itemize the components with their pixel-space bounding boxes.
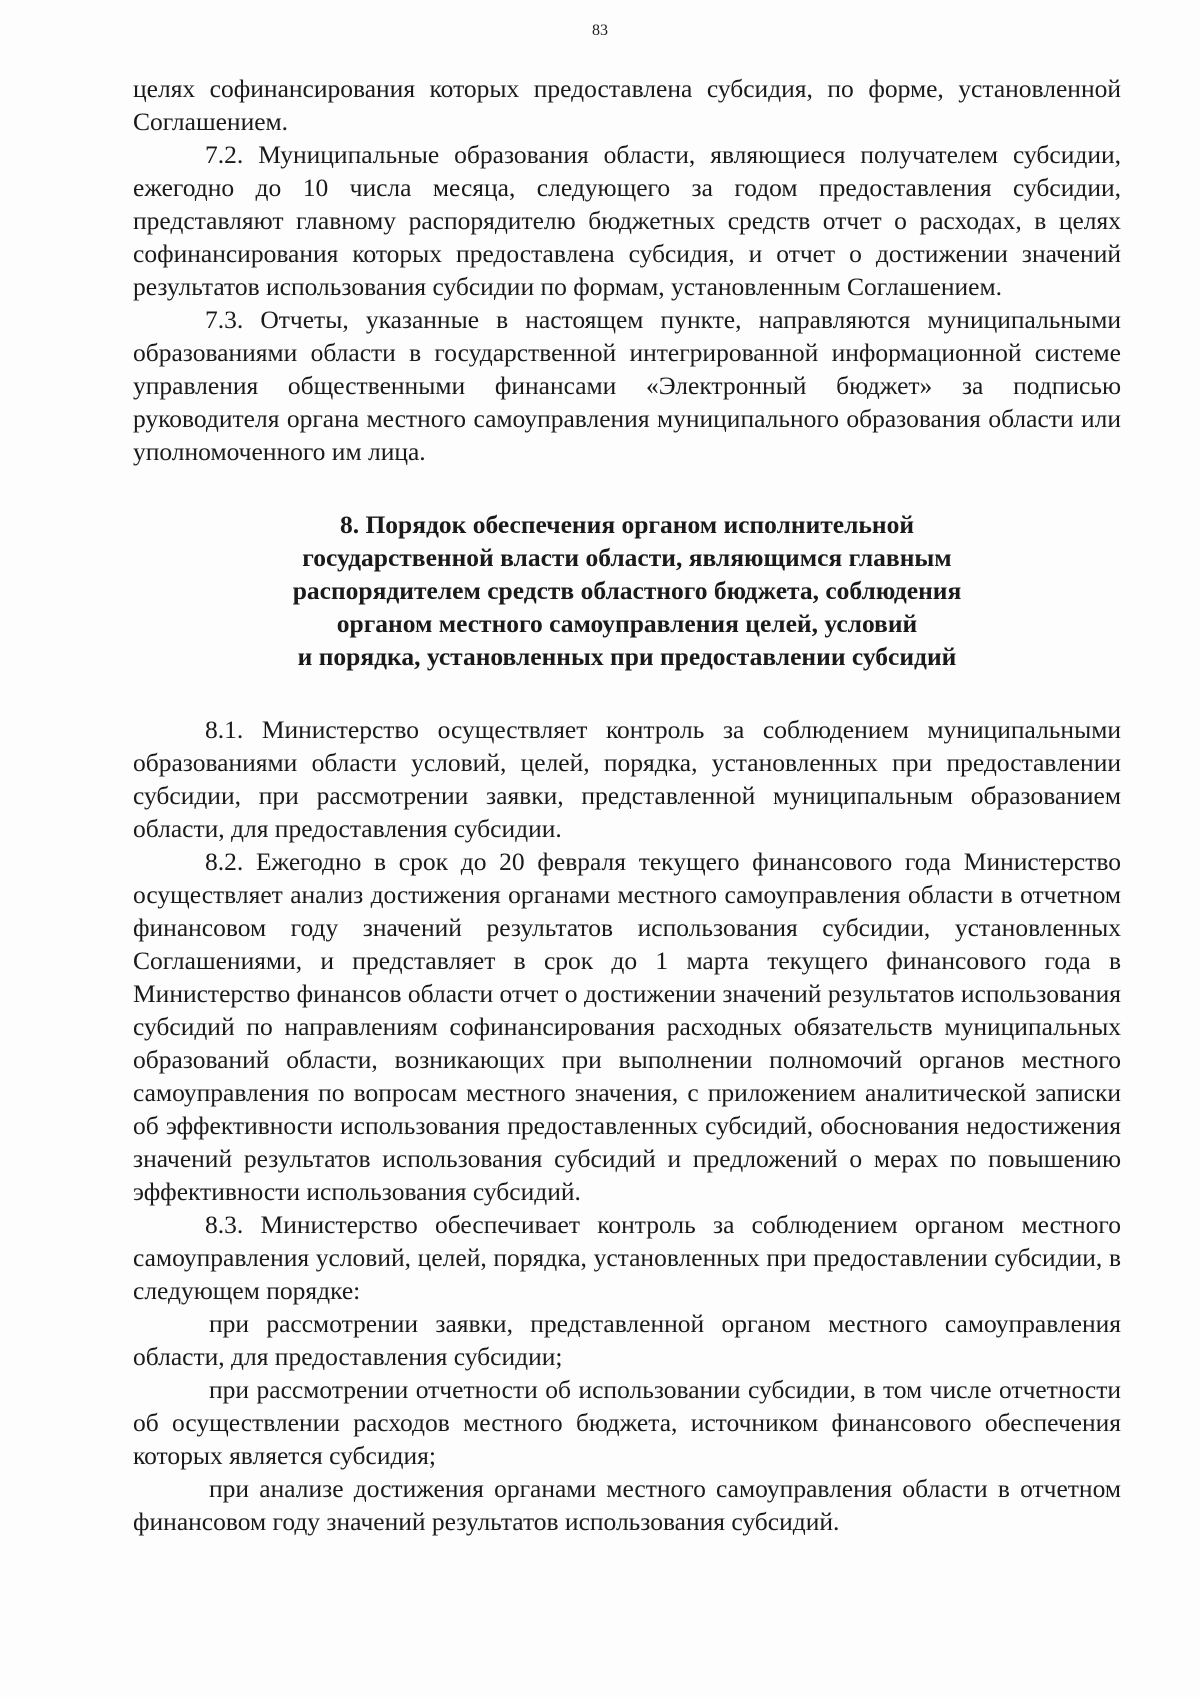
paragraph-continuation: целях софинансирования которых предоставлена субсидия, по форме, установленной Соглашением. <box>133 74 1121 136</box>
paragraph-7-3: 7.3. Отчеты, указанные в настоящем пункте, направляются муниципальными образованиями области в государственной интегрированной информационной системе управления общественными финансами «Электронный бюджет» за подписью руководителя органа местного самоуправления муниципального образования области или уполномоченного им лица. <box>133 305 1121 466</box>
document-body <box>133 72 1121 1538</box>
heading-line: и порядка, установленных при предоставлении субсидий <box>297 642 957 671</box>
section-8-heading <box>133 508 1121 673</box>
heading-line: 8. Порядок обеспечения органом исполнительной <box>339 510 915 539</box>
heading-line: органом местного самоуправления целей, условий <box>336 609 918 638</box>
paragraph-8-3-item-3: при анализе достижения органами местного самоуправления области в отчетном финансовом году значений результатов использования субсидий. <box>133 1474 1121 1536</box>
page-number: 83 <box>592 22 608 39</box>
paragraph-7-2: 7.2. Муниципальные образования области, являющиеся получателем субсидии, ежегодно до 10 числа месяца, следующего за годом предоставления субсидии, представляют главному распорядителю бюджетных средств отчет о расходах, в целях софинансирования которых предоставлена субсидия, и отчет о достижении значений результатов использования субсидии по формам, установленным Соглашением. <box>133 140 1121 301</box>
paragraph-8-3-item-1: при рассмотрении заявки, представленной органом местного самоуправления области, для предоставления субсидии; <box>133 1309 1121 1371</box>
paragraph-8-1: 8.1. Министерство осуществляет контроль за соблюдением муниципальными образованиями области условий, целей, порядка, установленных при предоставлении субсидии, при рассмотрении заявки, представленной муниципальным образованием области, для предоставления субсидии. <box>133 715 1121 843</box>
paragraph-8-3-item-2: при рассмотрении отчетности об использовании субсидии, в том числе отчетности об осуществлении расходов местного бюджета, источником финансового обеспечения которых является субсидия; <box>133 1375 1121 1470</box>
paragraph-8-2: 8.2. Ежегодно в срок до 20 февраля текущего финансового года Министерство осуществляет анализ достижения органами местного самоуправления области в отчетном финансовом году значений результатов использования субсидии, установленных Соглашениями, и представляет в срок до 1 марта текущего финансового года в Министерство финансов области отчет о достижении значений результатов использования субсидий по направлениям софинансирования расходных обязательств муниципальных образований области, возникающих при выполнении полномочий органов местного самоуправления по вопросам местного значения, с приложением аналитической записки об эффективности использования предоставленных субсидий, обоснования недостижения значений результатов использования субсидий и предложений о мерах по повышению эффективности использования субсидий. <box>133 847 1121 1206</box>
heading-line: государственной власти области, являющимся главным <box>302 543 952 572</box>
heading-line: распорядителем средств областного бюджета, соблюдения <box>292 576 962 605</box>
paragraph-8-3: 8.3. Министерство обеспечивает контроль за соблюдением органом местного самоуправления условий, целей, порядка, установленных при предоставлении субсидии, в следующем порядке: <box>133 1210 1121 1305</box>
